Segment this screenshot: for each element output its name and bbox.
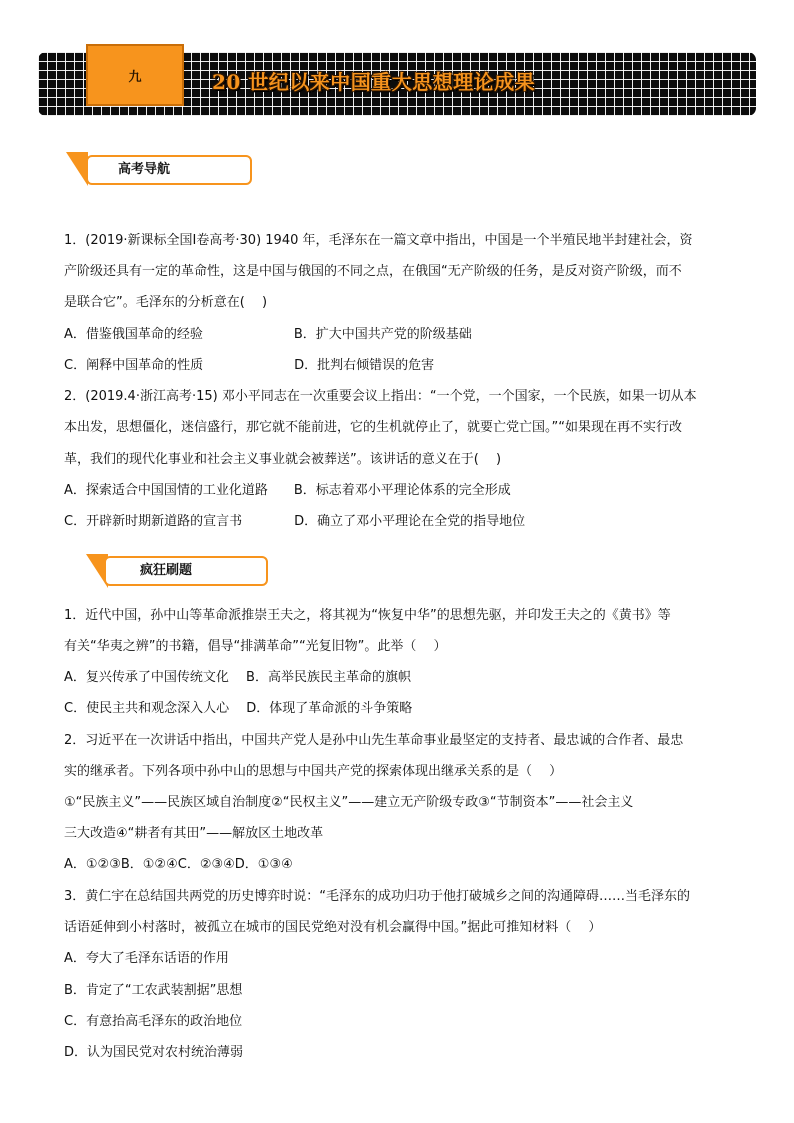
option-line: C．阐释中国革命的性质 D．批判右倾错误的危害 xyxy=(64,358,435,373)
option-line: B．肯定了“工农武装割据”思想 xyxy=(64,983,243,998)
section-title-gaokao xyxy=(86,155,252,185)
question-line: 本出发，思想僵化，迷信盛行，那它就不能前进，它的生机就停止了，就要亡党亡国。”“如果现在再不实行改 xyxy=(64,420,682,435)
question-line: 2．(2019.4·浙江高考·15) 邓小平同志在一次重要会议上指出：“一个党，一个国家，一个民族，如果一切从本 xyxy=(64,389,697,404)
question-line: 3．黄仁宇在总结国共两党的历史博弈时说：“毛泽东的成功归功于他打破城乡之间的沟通障碍……当毛泽东的 xyxy=(64,889,691,904)
option-line: A．探索适合中国国情的工业化道路 B．标志着邓小平理论体系的完全形成 xyxy=(64,483,511,498)
section-title-text: 疯狂刷题 xyxy=(140,563,193,578)
question-line: 2．习近平在一次讲话中指出，中国共产党人是孙中山先生革命事业最坚定的支持者、最忠诚的合作者、最忠 xyxy=(64,733,684,748)
option-line: A．复兴传承了中国传统文化 B．高举民族民主革命的旗帜 xyxy=(64,670,411,685)
section-flag-decoration xyxy=(66,152,88,186)
option-line: A．①②③B．①②④C．②③④D．①③④ xyxy=(64,857,293,872)
chapter-number: 九 xyxy=(128,70,142,85)
question-line: 三大改造④“耕者有其田”——解放区土地改革 xyxy=(64,826,324,841)
question-line: 话语延伸到小村落时，被孤立在城市的国民党绝对没有机会赢得中国。”据此可推知材料（ ） xyxy=(64,920,602,935)
option-line: A．夸大了毛泽东话语的作用 xyxy=(64,951,229,966)
chapter-tab xyxy=(86,44,184,106)
page-title: 20 世纪以来中国重大思想理论成果 xyxy=(212,70,536,94)
option-line: C．开辟新时期新道路的宣言书 D．确立了邓小平理论在全党的指导地位 xyxy=(64,514,526,529)
question-line: ①“民族主义”——民族区域自治制度②“民权主义”——建立无产阶级专政③“节制资本”——社会主义 xyxy=(64,795,634,810)
question-line: 1．(2019·新课标全国Ⅰ卷高考·30) 1940 年，毛泽东在一篇文章中指出，中国是一个半殖民地半封建社会，资 xyxy=(64,233,693,248)
question-line: 是联合它”。毛泽东的分析意在( ) xyxy=(64,295,268,310)
section-title-text: 高考导航 xyxy=(118,162,171,177)
question-line: 有关“华夷之辨”的书籍，倡导“排满革命”“光复旧物”。此举（ ） xyxy=(64,639,447,654)
question-line: 革，我们的现代化事业和社会主义事业就会被葬送”。该讲话的意义在于( ) xyxy=(64,452,502,467)
question-line: 实的继承者。下列各项中孙中山的思想与中国共产党的探索体现出继承关系的是（ ） xyxy=(64,764,563,779)
option-line: D．认为国民党对农村统治薄弱 xyxy=(64,1045,244,1060)
option-line: C．使民主共和观念深入人心 D．体现了革命派的斗争策略 xyxy=(64,701,413,716)
section-title-practice xyxy=(104,556,268,586)
option-line: C．有意抬高毛泽东的政治地位 xyxy=(64,1014,243,1029)
question-line: 产阶级还具有一定的革命性，这是中国与俄国的不同之点，在俄国“无产阶级的任务，是反对资产阶级，而不 xyxy=(64,264,682,279)
option-line: A．借鉴俄国革命的经验 B．扩大中国共产党的阶级基础 xyxy=(64,327,472,342)
question-line: 1．近代中国，孙中山等革命派推崇王夫之，将其视为“恢复中华”的思想先驱，并印发王夫之的《黄书》等 xyxy=(64,608,671,623)
